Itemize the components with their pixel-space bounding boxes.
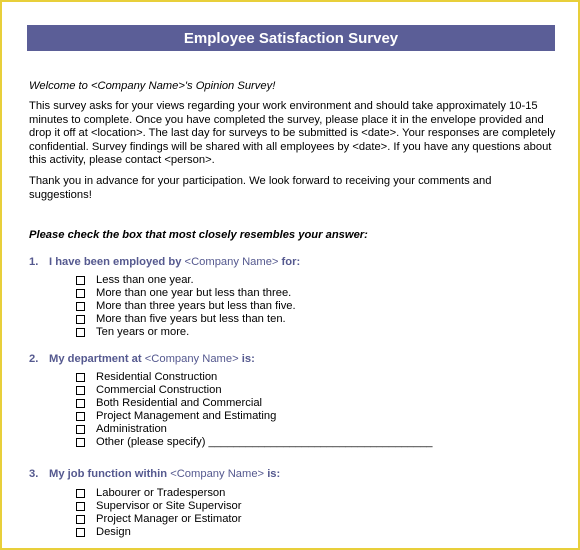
option-label: More than one year but less than three. xyxy=(96,287,292,299)
option-label: Commercial Construction xyxy=(96,384,222,396)
checkbox[interactable] xyxy=(76,276,85,285)
welcome-text: Welcome to <Company Name>'s Opinion Survey! xyxy=(29,80,276,92)
option-label: Ten years or more. xyxy=(96,326,190,338)
question-text-end: is: xyxy=(264,468,281,480)
option-label: Other (please specify) ____________________________________ xyxy=(96,436,433,448)
option-item[interactable] xyxy=(76,487,242,500)
option-label: Less than one year. xyxy=(96,274,194,286)
question-text-end: is: xyxy=(238,353,255,365)
checkbox[interactable] xyxy=(76,289,85,298)
checkbox[interactable] xyxy=(76,302,85,311)
checkbox[interactable] xyxy=(76,315,85,324)
survey-title: Employee Satisfaction Survey xyxy=(27,25,555,51)
option-item[interactable] xyxy=(76,300,296,313)
checkbox[interactable] xyxy=(76,489,85,498)
checkbox[interactable] xyxy=(76,373,85,382)
option-item[interactable] xyxy=(76,274,296,287)
option-label: Supervisor or Site Supervisor xyxy=(96,500,242,512)
question-number: 1. xyxy=(29,256,39,268)
checkbox[interactable] xyxy=(76,502,85,511)
option-label: Project Management and Estimating xyxy=(96,410,277,422)
option-item[interactable] xyxy=(76,423,433,436)
question-number: 3. xyxy=(29,468,39,480)
option-item[interactable] xyxy=(76,500,242,513)
question-2 xyxy=(29,353,255,365)
option-item[interactable] xyxy=(76,326,296,339)
question-text: My department at xyxy=(49,353,145,365)
question-placeholder: <Company Name> xyxy=(170,468,265,480)
option-label: Labourer or Tradesperson xyxy=(96,487,226,499)
question-placeholder: <Company Name> xyxy=(144,353,239,365)
question-3-options xyxy=(76,487,242,539)
checkbox[interactable] xyxy=(76,399,85,408)
checkbox[interactable] xyxy=(76,386,85,395)
option-label: Administration xyxy=(96,423,167,435)
question-3 xyxy=(29,468,280,480)
checkbox[interactable] xyxy=(76,528,85,537)
option-item[interactable] xyxy=(76,513,242,526)
option-label: More than five years but less than ten. xyxy=(96,313,286,325)
question-placeholder: <Company Name> xyxy=(184,256,279,268)
thanks-paragraph: Thank you in advance for your participation. We look forward to receiving your comments and suggestions! xyxy=(29,175,492,201)
question-text: I have been employed by xyxy=(49,256,185,268)
option-item[interactable] xyxy=(76,371,433,384)
checkbox[interactable] xyxy=(76,412,85,421)
checkbox[interactable] xyxy=(76,425,85,434)
option-item[interactable] xyxy=(76,526,242,539)
option-item[interactable] xyxy=(76,410,433,423)
option-label: Project Manager or Estimator xyxy=(96,513,242,525)
question-text-end: for: xyxy=(278,256,301,268)
checkbox[interactable] xyxy=(76,515,85,524)
question-1-options xyxy=(76,274,296,339)
question-number: 2. xyxy=(29,353,39,365)
checkbox[interactable] xyxy=(76,438,85,447)
option-item[interactable] xyxy=(76,287,296,300)
question-1 xyxy=(29,256,300,268)
option-label: Residential Construction xyxy=(96,371,218,383)
checkbox[interactable] xyxy=(76,328,85,337)
option-item[interactable] xyxy=(76,397,433,410)
question-text: My job function within xyxy=(49,468,171,480)
option-item[interactable] xyxy=(76,384,433,397)
option-item[interactable] xyxy=(76,313,296,326)
option-label: Both Residential and Commercial xyxy=(96,397,263,409)
option-label: More than three years but less than five. xyxy=(96,300,296,312)
question-2-options xyxy=(76,371,433,449)
option-label: Design xyxy=(96,526,131,538)
option-item[interactable] xyxy=(76,436,433,449)
instruction-text: Please check the box that most closely resembles your answer: xyxy=(29,229,368,241)
intro-paragraph: This survey asks for your views regarding your work environment and should take approximately 10-15 minutes to complete. Once you have completed the survey, please place it in the envelope provided and drop it off at <location>. The last day for surveys to be submitted is <date>. Your responses are completely confidential. Survey findings will be shared with all employees by <date>. If you have any questions about this activity, please contact <person>. xyxy=(29,100,556,166)
